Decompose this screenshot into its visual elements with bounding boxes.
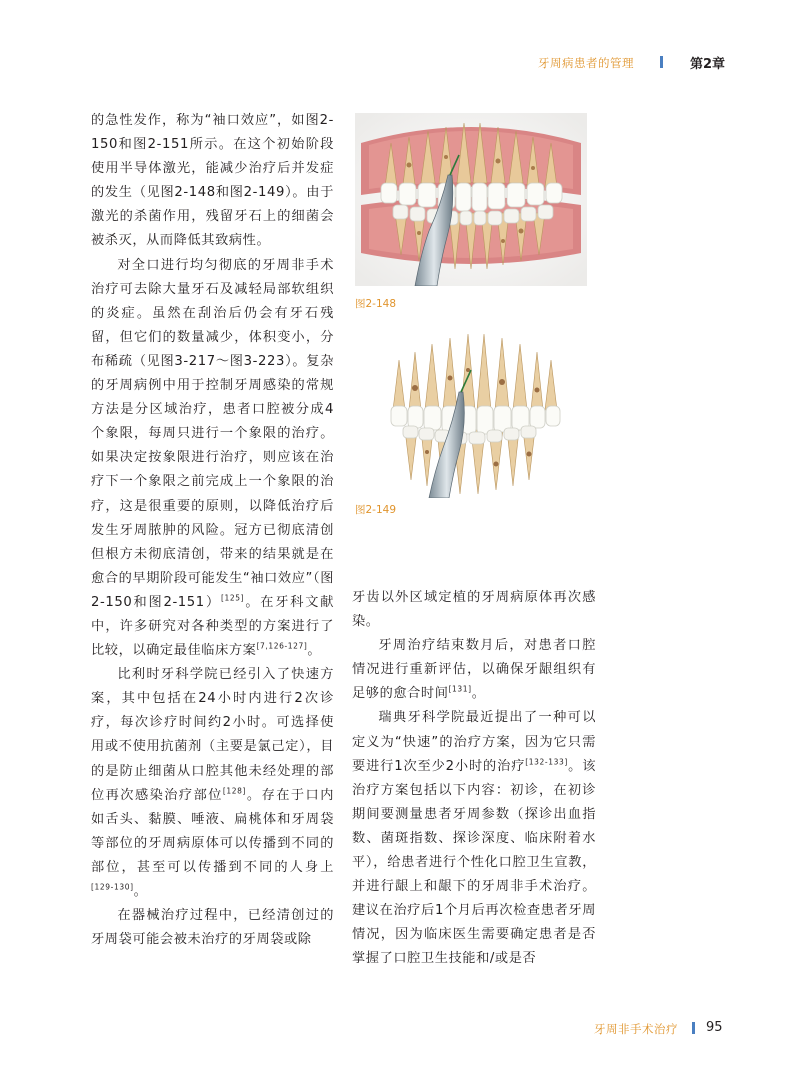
citation-ref: [7,126-127] xyxy=(256,641,308,651)
paragraph-right-3: 瑞典牙科学院最近提出了一种可以定义为“快速”的治疗方案，因为它只需要进行1次至少2小时的治疗[132-133]。该治疗方案包括以下内容：初诊，在初诊期间要测量患者牙周参数（探诊出血指数、菌斑指数、探诊深度、临床附着水平），给患者进行个性化口腔卫生宣教，并进行龈上和龈下的牙周非手术治疗。建议在治疗后1个月后再次检查患者牙周情况，因为临床医生需要确定患者是否掌握了口腔卫生技能和/或是否 xyxy=(352,710,596,967)
right-text-column xyxy=(352,586,596,972)
tooth-roots-with-ultrasonic-scaler-icon xyxy=(383,330,563,498)
citation-ref: [132-133] xyxy=(525,757,568,767)
figure-2-148-dental-arch-image xyxy=(355,113,587,286)
figure-2-149-tooth-roots-image xyxy=(383,330,563,498)
page-number: 95 xyxy=(706,1020,723,1035)
left-text-column xyxy=(91,109,334,952)
footer-divider-bar xyxy=(692,1022,695,1034)
running-footer-section: 牙周非手术治疗 xyxy=(594,1022,678,1036)
figure-caption: 图2-149 xyxy=(355,504,397,516)
dental-arch-with-ultrasonic-scaler-icon xyxy=(355,113,587,286)
citation-ref: [129-130] xyxy=(91,882,134,892)
figure-caption: 图2-148 xyxy=(355,298,397,310)
citation-ref: [128] xyxy=(222,786,247,796)
paragraph-right-1: 牙齿以外区域定植的牙周病原体再次感染。 xyxy=(352,590,596,630)
citation-ref: [131] xyxy=(448,684,472,694)
running-header-chapter: 第2章 xyxy=(690,57,726,72)
paragraph-right-2: 牙周治疗结束数月后，对患者口腔情况进行重新评估，以确保牙龈组织有足够的愈合时间[131]。 xyxy=(352,638,596,702)
paragraph-left-1: 的急性发作，称为“袖口效应”，如图2-150和图2-151所示。在这个初始阶段使用半导体激光，能减少治疗后并发症的发生（见图2-148和图2-149）。由于激光的杀菌作用，残留牙石上的细菌会被杀灭，从而降低其致病性。 xyxy=(91,113,334,249)
paragraph-left-2: 对全口进行均匀彻底的牙周非手术治疗可去除大量牙石及减轻局部软组织的炎症。虽然在刮治后仍会有牙石残留，但它们的数量减少，体积变小，分布稀疏（见图3-217～图3-223）。复杂的牙周病例中用于控制牙周感染的常规方法是分区域治疗，患者口腔被分成4个象限，每周只进行一个象限的治疗。如果决定按象限进行治疗，则应该在治疗下一个象限之前完成上一个象限的治疗，这是很重要的原则，以降低治疗后发生牙周脓肿的风险。冠方已彻底清创但根方未彻底清创，带来的结果就是在愈合的早期阶段可能发生“袖口效应”（图2-150和图2-151）[125]。在牙科文献中，许多研究对各种类型的方案进行了比较，以确定最佳临床方案[7,126-127]。 xyxy=(91,257,334,659)
header-divider-bar xyxy=(660,56,663,68)
running-header-section: 牙周病患者的管理 xyxy=(538,56,634,70)
citation-ref: [125] xyxy=(220,593,245,603)
paragraph-left-4: 在器械治疗过程中，已经清创过的牙周袋可能会被未治疗的牙周袋或除 xyxy=(91,908,334,948)
paragraph-left-3: 比利时牙科学院已经引入了快速方案，其中包括在24小时内进行2次诊疗，每次诊疗时间约2小时。可选择使用或不使用抗菌剂（主要是氯己定），目的是防止细菌从口腔其他未经处理的部位再次感染治疗部位[128]。存在于口内如舌头、黏膜、唾液、扁桃体和牙周袋等部位的牙周病原体可以传播到不同的部位，甚至可以传播到不同的人身上[129-130]。 xyxy=(91,667,334,899)
